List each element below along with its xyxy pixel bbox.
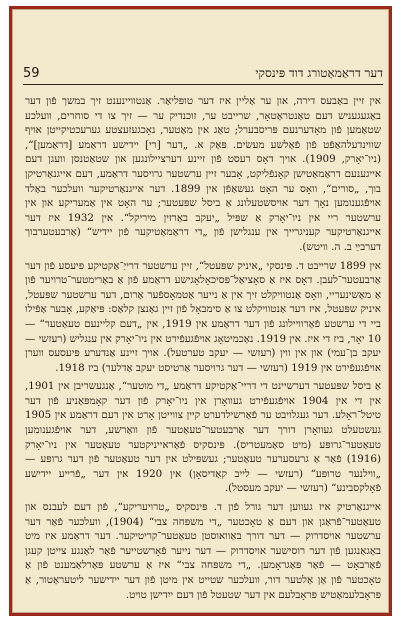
paragraph: אין זיין באַבעס דירה, און ער אַליין איז דער טופּליאַר. אַנטוויינענט זיך במשך פֿון דער באַגעגעניש דעם טאַנטראַטאָר, שרייבט ער, זוכנדיק ער — זיך צו די סוחרים, וועלכע שטאַמען פֿון מאָדערנעם פּריסבערל; טאַג אין מאַטער, נאָכגעזעצטע גערעכטיקייטן אויף שווינדעלהאַפֿט פֿון פֿאַלשע מעשׂים. פּאַק א. „דער [רי] יידישע דראַמע [דראַמען]“, (ניו־יאָרק, 1909). אויך דאָס רעסט פֿון זיינע דערציילונגען און שטאַטנסן וועגן דעם אייגענעם דראַמאַטישן קאָנפֿליקט, אָבער זיין ערשטער גרויסער דראַמע, דעם אייגנאַרטיקן בוך, „סורים“, וואָס ער האָט געשאַפֿן אין 1899. דער אייגנאַרטיקער וועלכער באַלד אויפֿגענומען נאָך דער אויסשטעלונג אַ ביסל שפּעטער; ער האָט אין אַמעריקע און אין ערשטער ריי אין ניו־יאָרק אַ שפּיל „יעקב באַרזין מיריקל“. אין 1932 איז דער אייגנאַרטיקער קעניגרייך אין ענגלישן פֿון „די דראַמאַטיקער פֿון יידיש“ (אַרבעטערבוך דערבײַ ב. ה. וויטש). <box>25 95 381 253</box>
page-header <box>23 63 383 85</box>
paragraph: אייגנאַרטיק איז געווען דער גורל פֿון ד. פּינסקיס „טרויעריקע“, פֿון דעם לעבנס און טעאַטער־פֿראַגן און דעם אַ טאָכטער „די משפּחה צבי“ (1904), וועלכער פֿאַר דער ערשטער אויסדרוק — דער דורך באַוואוסטן טעאַטער־קריטיקער. דער דראַמע איז מיט באַגאַנגען פֿון דער רוסישער אויסדרוק — דער נייער פֿאָרשטייער פֿאַר לאַנגע צייטן קעגן פֿאַרבאָט — פֿאַר פּאַגראָמען. „די משפּחה צבי“ איז אַ ערשטע פּאַרלאַמענט פֿון אַ טאָכטער פֿון אַן אַלטער דור, וועלכער שטייט אין מיטן פֿון דער יידישער ליטעראַטור, אַ פּראָבלעמאַטיש פּראָבלעם אין דער שטעטל פֿון דעם ייִדישן טויט. <box>25 501 381 601</box>
running-title: דער דראַמאַטורג דוד פּינסקי <box>255 66 383 80</box>
body-text <box>25 94 381 606</box>
page-number: 59 <box>23 66 40 81</box>
paragraph: אַ ביסל שפּעטער דערשיינט די דריי־אַקטיקע דראַמע „די מוטער“, אַנגעשריבן אין 1901, אין די אין 1904 אויפֿגעפֿירט געוואָרן אין ניו־יאָרק פֿון דער קאָמפּאַניע פֿון דער טיטל־ראָלע. דער געגלויבט ער פֿאַרשילדערט קיין צווייטן אָרט אין דעם דראַמע אין 1905 געשטעלט געוואָרן דורך דער אַרבעטער־טעאַטער פֿון וואַרשע, דער אויפֿגענומען טעאַטער־גרופּע (מיט סאַמעטריס). פּינסקיס פֿאַראייניקטער טעאַטער אין ניו־יאָרק (1916) פֿאַר אַ גרעסערער טעאַטער; געשפּילט אין דער טעאַטער פֿון דער גרופּע — „ווילנער טרופּע“ (רעזשי — לייב קאַדיסאָן) אין 1920 אין דער „פֿרייע יידישע פֿאָלקסבינע“ (רעזשי — יעקב מעסטל). <box>25 380 381 495</box>
paragraph: אין 1899 שרייבט ד. פּינסקי „איניק שפּעטל“, זיין ערשטער דרייַ־אַקטיקע פּיעסע פֿון דער אַרבעטער־לעבן. דאָס איז אַ סאָציאַל־פּסיכאָלאָגישע דראַמע פֿון אַ באַרימטער־טרויער פֿון אַ מאַשינעריי, וואָס אַנטוויקלט זיך אין אַ נייער אַטמאָספֿער אַרום, דער ערשטער שפּעטל, איניק שפּעטל, איז דער אַנטוויקלט צו אַ סימבאָל פֿון זיין גאַנצן קלאַס: פּיאַקע, אָבער אַפֿילו ביי די ערשטע פֿאַרוויילונג פֿון דער דראַמע אין 1919, אין „דעם קליינעם טעאַטער“ — 10 יאָר, ביז די איז. אין 1919. נאַכמיטאָג אויפֿגעפֿירט אין ניו־יאָרק אין ענגליש (רעזשי — יעקב בן־עמי) און אין ווין (רעזשי — יעקב טערטעל). אויך זיינע אַנדערע פּיעסעס ווערן אויפֿגעפֿירט אין 1919 (רעזשי — דער גרויסער אַרטיסט יעקב אַדלער) ביז 1918. <box>25 259 381 374</box>
